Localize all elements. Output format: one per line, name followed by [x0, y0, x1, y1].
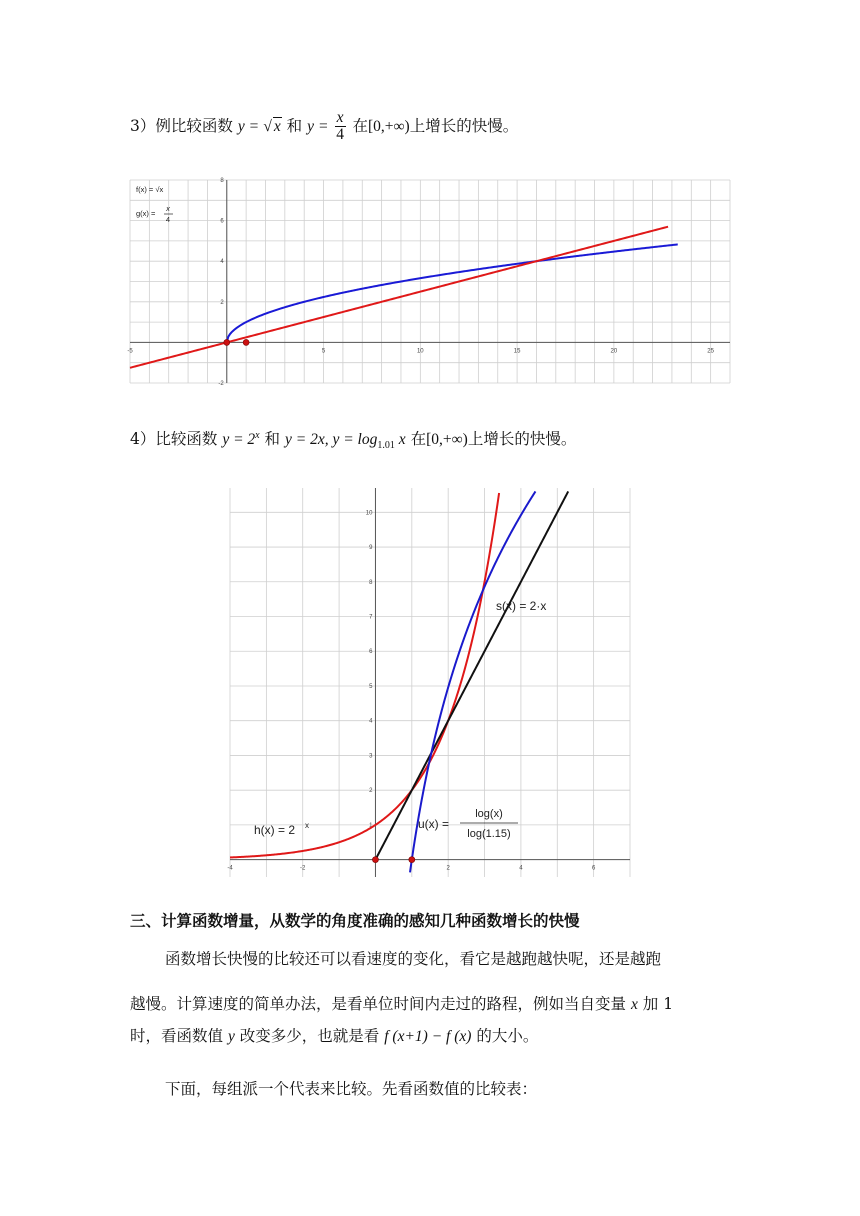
exp-expr [222, 431, 259, 448]
legend-f-label: f(x) = √x [136, 185, 164, 194]
paragraph-line-3 [130, 1027, 538, 1047]
y-tick-label: 10 [365, 510, 373, 517]
equals: = [249, 117, 259, 135]
x-tick-label: -5 [127, 348, 133, 355]
u-label-denominator: log(1.15) [467, 828, 511, 840]
exp-linear-log-chart [227, 488, 630, 877]
u-label: u(x) = [418, 817, 450, 831]
u-label-numerator: log(x) [475, 808, 503, 820]
x-tick-label: 5 [321, 348, 326, 355]
sqrt-arg: x [273, 117, 281, 135]
legend-g-label: g(x) = [136, 209, 156, 218]
exp-expr-base: y = 2 [222, 431, 256, 448]
paragraph-line-2-b: 加 1 [642, 995, 674, 1013]
interval-prefix: 在 [352, 116, 368, 135]
series-line [227, 244, 678, 342]
paragraph-line-3-b: 改变多少，也就是看 [239, 1027, 380, 1045]
var-x: x [630, 996, 638, 1013]
x-over-4-fraction [335, 110, 346, 144]
y-tick-label: 6 [220, 218, 224, 225]
y-tick-label: 7 [369, 614, 373, 621]
series-line [410, 491, 535, 872]
x-tick-label: 25 [707, 348, 714, 355]
y-tick-label: 6 [369, 649, 373, 656]
paragraph-line-3-a: 时，看函数值 [130, 1027, 224, 1045]
legend-g-denominator: 4 [165, 215, 171, 224]
y-tick-label: 2 [369, 788, 373, 795]
series-line [130, 227, 668, 368]
x-tick-label: 6 [591, 865, 596, 872]
paragraph-line-1: 函数增长快慢的比较还可以看速度的变化，看它是越跑越快呢，还是越跑 [165, 950, 662, 968]
x-tick-label: -2 [300, 865, 306, 872]
y-var: y [237, 117, 245, 135]
interval-prefix-2: 在 [410, 430, 427, 448]
example3-prefix: 3）例比较函数 [130, 116, 233, 135]
sqrt-vs-linear-chart [127, 178, 730, 387]
and-word: 和 [286, 116, 303, 135]
x-tick-label: 2 [446, 865, 450, 872]
h-label-sup: x [305, 821, 309, 830]
linear-log-text: y = 2x, y = log [285, 431, 378, 448]
example4-suffix: 上增长的快慢。 [467, 430, 577, 448]
data-point [372, 857, 378, 863]
example4-prefix: 4）比较函数 [130, 430, 218, 448]
difference-expr: f (x+1) − f (x) [384, 1028, 472, 1045]
y-tick-label: 9 [369, 545, 373, 552]
section-heading: 三、计算函数增量，从数学的角度准确的感知几种函数增长的快慢 [130, 912, 580, 930]
y-tick-label: 1 [369, 822, 373, 829]
y-tick-label: 8 [369, 579, 373, 586]
paragraph-2: 下面，每组派一个代表来比较。先看函数值的比较表： [165, 1080, 538, 1098]
legend-g-numerator: x [166, 204, 170, 213]
interval: [0,+∞) [367, 117, 410, 135]
example3-line [130, 110, 518, 144]
fraction-numerator: x [336, 109, 344, 126]
example4-line [130, 427, 576, 451]
s-label: s(x) = 2·x [496, 599, 547, 613]
paragraph-line-2-a: 越慢。计算速度的简单办法，是看单位时间内走过的路程，例如当自变量 [130, 995, 627, 1013]
x-tick-label: 15 [513, 348, 521, 355]
y-tick-label: 4 [369, 718, 373, 725]
log-base: 1.01 [377, 440, 395, 452]
var-y: y [227, 1028, 235, 1045]
y-tick-label: 5 [369, 683, 373, 690]
x-tick-label: -4 [227, 865, 233, 872]
data-point [243, 339, 249, 345]
y-tick-label: -2 [218, 381, 224, 387]
exp-expr-sup: x [255, 429, 260, 441]
and-word-2: 和 [264, 430, 281, 448]
x-tick-label: 10 [416, 348, 424, 355]
paragraph-line-2 [130, 995, 673, 1015]
sqrt-expr: √ x [263, 117, 281, 135]
data-point [224, 339, 230, 345]
equals-2: = [318, 117, 328, 135]
log-arg: x [394, 431, 406, 448]
y-tick-label: 8 [220, 178, 224, 184]
data-point [409, 857, 415, 863]
paragraph-line-3-c: 的大小。 [476, 1027, 539, 1045]
h-label: h(x) = 2 [254, 823, 296, 837]
series-line [230, 493, 499, 857]
example3-suffix: 上增长的快慢。 [409, 116, 519, 135]
fraction-denominator: 4 [336, 126, 344, 144]
y-tick-label: 2 [220, 299, 224, 306]
x-tick-label: 4 [519, 865, 523, 872]
y-tick-label: 3 [369, 753, 373, 760]
y-tick-label: 4 [220, 259, 224, 266]
interval-2: [0,+∞) [426, 431, 468, 448]
x-tick-label: 20 [610, 348, 618, 355]
y-var-2: y [307, 117, 315, 135]
linear-log-expr [285, 431, 406, 452]
